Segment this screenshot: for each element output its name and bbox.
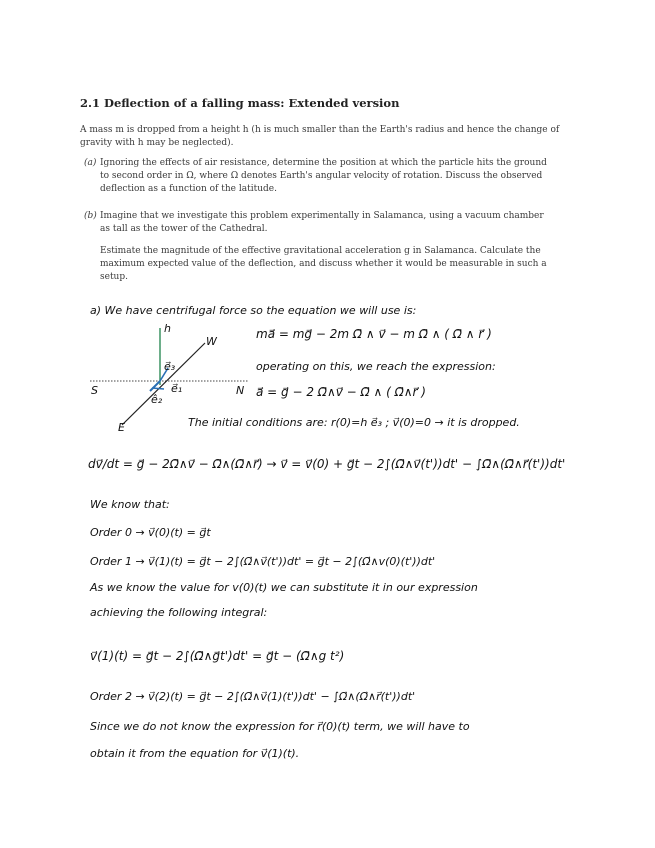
label-w: W [206,335,217,348]
hw-order-0: Order 0 → v⃗(0)(t) = g⃗t [90,526,211,539]
hw-achieving-line: achieving the following integral: [90,606,268,619]
hw-since-line: Since we do not know the expression for r⃗(0)(t) term, we will have to [90,720,470,733]
section-title: 2.1 Deflection of a falling mass: Extended version [80,96,400,110]
label-e: E [118,421,125,434]
hw-order-2: Order 2 → v⃗(2)(t) = g⃗t − 2∫(Ω⃗∧v⃗(1)(t'))dt' − ∫Ω⃗∧(Ω⃗∧r⃗(t'))dt' [90,690,416,703]
label-e3: e⃗₃ [164,360,176,373]
item-a-label: (a) [84,158,97,168]
label-n: N [236,384,245,397]
item-a-text: Ignoring the effects of air resistance, determine the position at which the particle hits the ground to second order in Ω, where Ω denotes Earth's angular velocity of rotation. Discuss the observed deflection as a function of the latitude. [100,158,547,194]
hw-we-know: We know that: [90,498,170,511]
item-b-text: Imagine that we investigate this problem experimentally in Salamanca, using a vacuum chamber as tall as the tower of the Cathedral. [100,211,544,234]
item-b-label: (b) [84,211,97,221]
label-e1: e⃗₁ [171,382,183,395]
label-e2: ê₂ [151,393,163,406]
hw-obtain-line: obtain it from the equation for v⃗(1)(t). [90,747,300,760]
hw-intro-line: a) We have centrifugal force so the equation we will use is: [90,304,417,317]
hw-order-1: Order 1 → v⃗(1)(t) = g⃗t − 2∫(Ω⃗∧v⃗(t'))dt' = g⃗t − 2∫(Ω⃗∧v(0)(t'))dt' [90,555,436,568]
hw-eq-motion: ma⃗ = mg⃗ − 2m Ω⃗ ∧ v⃗ − m Ω⃗ ∧ ( Ω⃗ ∧ r⃗ ) [256,327,492,341]
hw-eq-acceleration: a⃗ = g⃗ − 2 Ω⃗∧v⃗ − Ω⃗ ∧ ( Ω⃗∧r⃗ ) [256,385,426,399]
item-b-text2: Estimate the magnitude of the effective gravitational acceleration g in Salamanca. Calculate the maximum expected value of the deflection, and discuss whether it would be measurable in such a setup. [100,246,547,282]
label-h: h [164,322,171,335]
hw-operating-line: operating on this, we reach the expression: [256,360,496,373]
hw-initial-conditions: The initial conditions are: r(0)=h e⃗₃ ; v⃗(0)=0 → it is dropped. [188,416,520,429]
hw-substitute-line: As we know the value for v(0)(t) we can substitute it in our expression [90,581,478,594]
label-s: S [91,384,98,397]
hw-eq-velocity: dv⃗/dt = g⃗ − 2Ω⃗∧v⃗ − Ω⃗∧(Ω⃗∧r⃗) → v⃗ = v⃗(0) + g⃗t − 2∫(Ω⃗∧v⃗(t'))dt' − ∫Ω⃗∧(Ω⃗∧r⃗(t'))dt' [88,457,566,471]
hw-eq-v1: v⃗(1)(t) = g⃗t − 2∫(Ω⃗∧g⃗t')dt' = g⃗t − (Ω⃗∧g t²) [90,649,345,663]
problem-intro: A mass m is dropped from a height h (h is much smaller than the Earth's radius and hence the change of gravity with h may be neglected). [80,125,560,148]
diagonal-axis [122,343,205,425]
